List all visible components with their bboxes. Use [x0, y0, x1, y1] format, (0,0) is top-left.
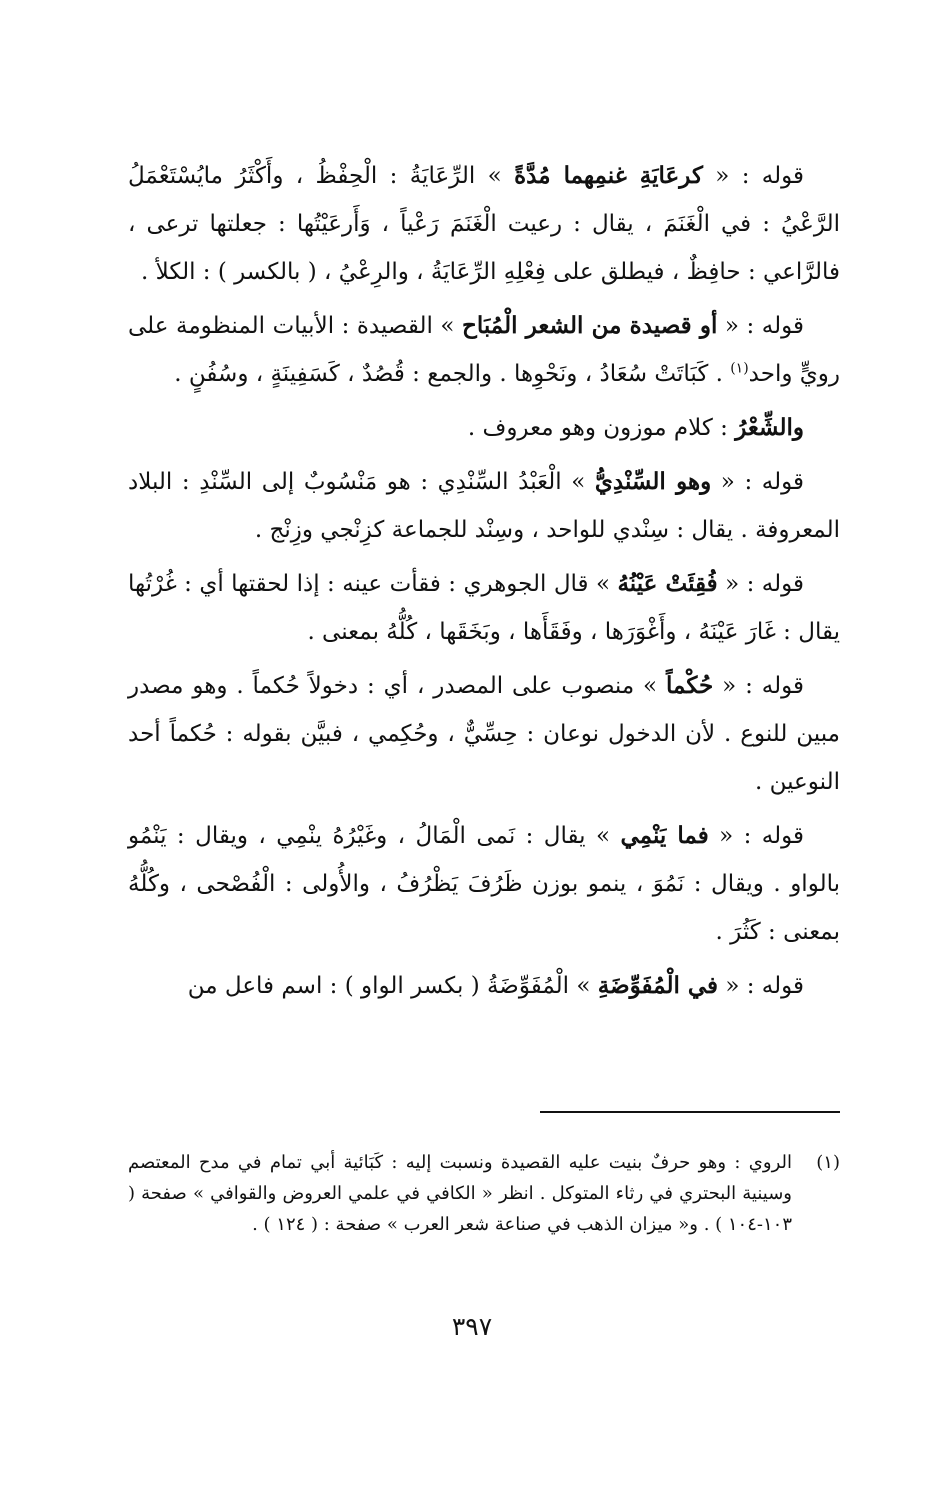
headword: حُكْماً	[666, 672, 714, 699]
paragraph-text: منصوب على المصدر ، أي : دخولاً حُكماً . وهو مصدر مبين للنوع . لأن الدخول نوعان : حِسِّيٌّ ، وحُكِمي ، فبيَّن بقوله : حُكماً أحد النوعين .	[128, 673, 840, 795]
headword: والشِّعْرُ	[735, 414, 804, 441]
paragraph-fuqiat	[128, 560, 840, 656]
footnote-number: (١)	[816, 1152, 840, 1173]
paragraph-mufawwida	[128, 962, 840, 1010]
paragraph-close-quote: »	[576, 973, 591, 999]
footnote-text: الروي : وهو حرفٌ بنيت عليه القصيدة ونسبت إليه : كَبَائية أبي تمام في مدح المعتصم وسينية البحتري في رثاء المتوكل . انظر « الكافي في علمي العروض والقوافي » صفحة ( ١٠٣-١٠٤ ) . و« ميزان الذهب في صناعة شعر العرب » صفحة : ( ١٢٤ ) .	[128, 1152, 792, 1235]
paragraph-yanmi	[128, 812, 840, 956]
paragraph-label: قوله : «	[725, 973, 804, 999]
main-text	[128, 152, 840, 1016]
paragraph-text-continued: . كَبَاتَتْ سُعَادُ ، ونَحْوِها . والجمع : قُصُدٌ ، كَسَفِينَةٍ ، وسُفُنٍ .	[174, 361, 731, 387]
paragraph-text: قال الجوهري : فقأت عينه : إذا لحقتها أي : غُرْتُها يقال : غَارَ عَيْنَهُ ، وأَغْوَرَها ، وفَقَأَها ، وبَخَقَها ، كُلُّهُ بمعنى .	[128, 571, 840, 645]
paragraph-label: قوله : «	[715, 163, 805, 189]
paragraph-sindi	[128, 458, 840, 554]
paragraph-hukman	[128, 662, 840, 806]
paragraph-close-quote: »	[440, 313, 455, 339]
headword: كرعَايَةِ غنمِهما مُدَّةً	[514, 162, 703, 189]
headword: وهو السِّنْدِيُّ	[594, 468, 712, 495]
footnotes	[128, 1147, 840, 1240]
headword: في الْمُفَوِّضَةِ	[597, 972, 719, 999]
paragraph-text: : كلام موزون وهو معروف .	[467, 415, 736, 441]
paragraph-ri-aya	[128, 152, 840, 296]
paragraph-close-quote: »	[643, 673, 658, 699]
paragraph-close-quote: »	[595, 823, 611, 849]
paragraph-text: القصيدة : الأبيات المنظومة على رويٍّ واحد	[128, 313, 840, 387]
paragraph-close-quote: »	[595, 571, 611, 597]
paragraph-text: الرِّعَايَةُ : الْحِفْظُ ، وأَكْثَرُ مايُسْتَعْمَلُ الرَّعْيُ : في الْغَنَمَ ، يقال : رعيت الْغَنَمَ رَعْياً ، وَأَرعَيْتُها : جعلتها ترعى ، فالرَّاعي : حافِظٌ ، فيطلق على فِعْلِهِ الرِّعَايَةُ ، والرِعْيُ ، ( بالكسر ) : الكلأ .	[128, 163, 840, 285]
page-number: ٣٩٧	[451, 1312, 493, 1341]
headword: أو قصيدة من الشعر الْمُبَاح	[462, 312, 718, 339]
paragraph-label: قوله : «	[725, 571, 804, 597]
paragraph-close-quote: »	[487, 163, 502, 189]
footnote-marker: (١)	[730, 360, 749, 377]
paragraph-label: قوله : «	[720, 469, 804, 495]
headword: فُقِئَتْ عَيْنُهُ	[617, 570, 718, 597]
paragraph-close-quote: »	[571, 469, 586, 495]
paragraph-text: الْمُفَوِّضَةُ ( بكسر الواو ) : اسم فاعل من	[187, 973, 577, 999]
paragraph-label: قوله : «	[722, 673, 804, 699]
paragraph-text: يقال : نَمى الْمَالُ ، وغَيْرُهُ ينْمِي ، ويقال : يَنْمُو بالواو . ويقال : نَمُوَ ، ينمو بوزن ظَرُفَ يَظْرُفُ ، والأُولى : الْفُصْحى ، وكُلُّهُ بمعنى : كَثُرَ .	[128, 823, 840, 945]
paragraph-label: قوله : «	[724, 313, 804, 339]
footnote-item	[128, 1147, 840, 1240]
paragraph-label: قوله : «	[719, 823, 805, 849]
footnote-separator	[540, 1111, 840, 1113]
paragraph-text: الْعَبْدُ السِّنْدِي : هو مَنْسُوبٌ إلى السِّنْدِ : البلاد المعروفة . يقال : سِنْدي للواحد ، وسِنْد للجماعة كزِنْجي وزِنْج .	[128, 469, 840, 543]
paragraph-qasida	[128, 302, 840, 398]
paragraph-shi-r	[128, 404, 840, 452]
headword: فما يَنْمِي	[620, 822, 709, 849]
